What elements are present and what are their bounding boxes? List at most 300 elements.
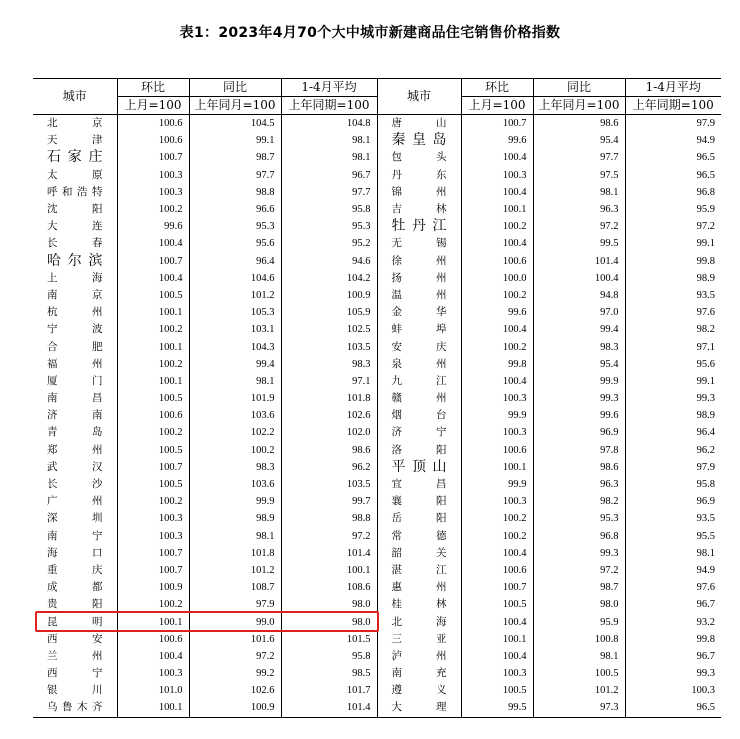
city-name: 牡丹江 (377, 218, 461, 235)
yoy-value: 98.2 (533, 493, 625, 510)
mom-value: 100.2 (461, 528, 533, 545)
city-name: 沈阳 (47, 203, 103, 216)
yoy-value: 100.4 (533, 270, 625, 287)
avg-value: 95.6 (625, 356, 721, 373)
avg-value: 97.6 (625, 579, 721, 596)
yoy-value: 98.9 (189, 510, 281, 527)
table-row (33, 184, 721, 201)
city-name: 金华 (377, 304, 461, 321)
avg-value: 95.8 (281, 648, 377, 665)
city-name: 福州 (47, 357, 103, 370)
avg-value: 108.6 (281, 579, 377, 596)
avg-value: 96.9 (625, 493, 721, 510)
mom-value: 100.7 (117, 459, 189, 476)
mom-value: 100.4 (117, 270, 189, 287)
table-row (33, 459, 721, 476)
yoy-header: 同比 (533, 79, 625, 97)
mom-value: 99.6 (461, 304, 533, 321)
avg-value: 98.1 (625, 545, 721, 562)
city-name: 哈尔滨 (47, 252, 103, 269)
yoy-value: 99.1 (189, 132, 281, 149)
city-name: 重庆 (47, 563, 103, 576)
mom-value: 100.4 (461, 648, 533, 665)
table-row (33, 270, 721, 287)
mom-value: 100.7 (461, 579, 533, 596)
mom-value: 100.1 (117, 373, 189, 390)
avg-value: 99.7 (281, 493, 377, 510)
yoy-value: 96.9 (533, 424, 625, 441)
mom-value: 100.7 (117, 253, 189, 270)
table-row (33, 682, 721, 699)
table-row (33, 373, 721, 390)
yoy-value: 98.6 (533, 459, 625, 476)
avg-value: 102.0 (281, 424, 377, 441)
table-row (33, 648, 721, 665)
mom-value: 100.3 (117, 184, 189, 201)
mom-value: 100.2 (117, 596, 189, 613)
mom-value: 100.7 (117, 545, 189, 562)
yoy-value: 94.8 (533, 287, 625, 304)
avg-value: 96.7 (281, 167, 377, 184)
table-title: 表1：2023年4月70个大中城市新建商品住宅销售价格指数 (179, 25, 561, 41)
mom-value: 100.4 (461, 184, 533, 201)
avg-value: 95.5 (625, 528, 721, 545)
city-name: 无锡 (377, 235, 461, 252)
avg-value: 98.6 (281, 442, 377, 459)
table-row (33, 699, 721, 717)
city-name: 桂林 (377, 596, 461, 613)
mom-value: 100.1 (117, 699, 189, 717)
yoy-value: 96.3 (533, 201, 625, 218)
mom-value: 100.3 (117, 167, 189, 184)
mom-value: 100.4 (461, 149, 533, 166)
mom-value: 100.1 (117, 613, 189, 630)
city-name: 岳阳 (377, 510, 461, 527)
yoy-value: 100.2 (189, 442, 281, 459)
yoy-value: 100.8 (533, 631, 625, 648)
yoy-value: 98.7 (533, 579, 625, 596)
avg-value: 103.5 (281, 476, 377, 493)
city-name: 三亚 (377, 631, 461, 648)
city-name: 韶关 (377, 545, 461, 562)
yoy-value: 98.1 (533, 184, 625, 201)
mom-value: 100.4 (117, 648, 189, 665)
avg-value: 104.2 (281, 270, 377, 287)
city-name: 九江 (377, 373, 461, 390)
mom-value: 100.4 (461, 321, 533, 338)
city-name: 泉州 (377, 356, 461, 373)
city-name: 南充 (377, 665, 461, 682)
yoy-value: 101.4 (533, 253, 625, 270)
city-name: 北京 (47, 117, 103, 130)
city-name: 南京 (47, 288, 103, 301)
avg-value: 98.5 (281, 665, 377, 682)
city-name: 常德 (377, 528, 461, 545)
city-name: 泸州 (377, 648, 461, 665)
table-row (33, 115, 721, 133)
table-row (33, 442, 721, 459)
table-row (33, 253, 721, 270)
mom-header: 环比 (117, 79, 189, 97)
table-row (33, 562, 721, 579)
avg-value: 96.5 (625, 149, 721, 166)
city-name: 平顶山 (377, 459, 461, 476)
avg-value: 102.5 (281, 321, 377, 338)
yoy-value: 97.2 (533, 562, 625, 579)
mom-value: 100.7 (117, 149, 189, 166)
city-name: 襄阳 (377, 493, 461, 510)
yoy-value: 97.2 (189, 648, 281, 665)
yoy-value: 97.7 (533, 149, 625, 166)
mom-value: 100.4 (461, 373, 533, 390)
mom-value: 100.7 (117, 562, 189, 579)
avg-value: 96.5 (625, 167, 721, 184)
yoy-value: 98.7 (189, 149, 281, 166)
avg-value: 99.3 (625, 665, 721, 682)
avg-value: 95.8 (625, 476, 721, 493)
mom-value: 100.1 (117, 304, 189, 321)
yoy-value: 100.9 (189, 699, 281, 717)
avg-value: 93.2 (625, 613, 721, 630)
yoy-value: 101.8 (189, 545, 281, 562)
yoy-base-header: 上年同月=100 (189, 97, 281, 115)
mom-value: 100.6 (117, 132, 189, 149)
city-name: 洛阳 (377, 442, 461, 459)
mom-base-header: 上月=100 (461, 97, 533, 115)
city-name: 广州 (47, 495, 103, 508)
city-name: 湛江 (377, 562, 461, 579)
yoy-value: 99.3 (533, 390, 625, 407)
city-name: 太原 (47, 168, 103, 181)
city-name: 大理 (377, 699, 461, 717)
mom-value: 100.3 (117, 665, 189, 682)
city-name: 吉林 (377, 201, 461, 218)
city-name: 赣州 (377, 390, 461, 407)
city-name: 杭州 (47, 306, 103, 319)
yoy-value: 96.4 (189, 253, 281, 270)
table-row (33, 613, 721, 630)
avg-value: 97.7 (281, 184, 377, 201)
avg-header: 1-4月平均 (281, 79, 377, 97)
avg-header: 1-4月平均 (625, 79, 721, 97)
avg-value: 94.9 (625, 562, 721, 579)
yoy-value: 100.5 (533, 665, 625, 682)
avg-value: 98.8 (281, 510, 377, 527)
avg-value: 96.4 (625, 424, 721, 441)
mom-value: 100.1 (461, 201, 533, 218)
city-name: 徐州 (377, 253, 461, 270)
table-row (33, 356, 721, 373)
mom-value: 100.4 (461, 545, 533, 562)
avg-value: 96.8 (625, 184, 721, 201)
mom-value: 100.2 (117, 424, 189, 441)
yoy-value: 98.3 (189, 459, 281, 476)
yoy-value: 101.2 (533, 682, 625, 699)
mom-value: 100.5 (461, 596, 533, 613)
yoy-value: 104.3 (189, 338, 281, 355)
table-row (33, 528, 721, 545)
price-index-table (33, 78, 721, 718)
avg-value: 101.7 (281, 682, 377, 699)
city-name: 西宁 (47, 667, 103, 680)
mom-value: 100.3 (117, 528, 189, 545)
mom-value: 99.5 (461, 699, 533, 717)
city-name: 秦皇岛 (377, 132, 461, 149)
table-row (33, 596, 721, 613)
table-row (33, 167, 721, 184)
city-name: 包头 (377, 149, 461, 166)
city-name: 郑州 (47, 443, 103, 456)
city-name: 长春 (47, 237, 103, 250)
avg-base-header: 上年同期=100 (281, 97, 377, 115)
avg-value: 99.3 (625, 390, 721, 407)
avg-value: 95.9 (625, 201, 721, 218)
yoy-value: 97.9 (189, 596, 281, 613)
yoy-value: 95.9 (533, 613, 625, 630)
mom-value: 100.1 (461, 459, 533, 476)
table-row (33, 493, 721, 510)
mom-value: 100.6 (461, 442, 533, 459)
city-name: 南昌 (47, 392, 103, 405)
avg-value: 98.1 (281, 132, 377, 149)
yoy-value: 101.9 (189, 390, 281, 407)
avg-value: 98.3 (281, 356, 377, 373)
yoy-value: 99.4 (533, 321, 625, 338)
yoy-value: 99.5 (533, 235, 625, 252)
city-name: 武汉 (47, 460, 103, 473)
yoy-value: 97.2 (533, 218, 625, 235)
mom-value: 100.6 (461, 253, 533, 270)
avg-value: 97.9 (625, 459, 721, 476)
avg-value: 98.1 (281, 149, 377, 166)
city-name: 石家庄 (47, 149, 103, 166)
city-name: 济南 (47, 409, 103, 422)
yoy-value: 98.1 (533, 648, 625, 665)
mom-value: 100.4 (461, 235, 533, 252)
avg-value: 93.5 (625, 510, 721, 527)
avg-value: 96.7 (625, 596, 721, 613)
mom-value: 100.3 (461, 424, 533, 441)
avg-value: 102.6 (281, 407, 377, 424)
city-name: 安庆 (377, 338, 461, 355)
mom-value: 100.4 (117, 235, 189, 252)
city-name: 大连 (47, 220, 103, 233)
yoy-value: 99.4 (189, 356, 281, 373)
yoy-value: 99.6 (533, 407, 625, 424)
city-name: 银川 (47, 684, 103, 697)
avg-value: 94.9 (625, 132, 721, 149)
city-name: 锦州 (377, 184, 461, 201)
avg-value: 98.2 (625, 321, 721, 338)
yoy-value: 108.7 (189, 579, 281, 596)
yoy-value: 95.4 (533, 356, 625, 373)
avg-base-header: 上年同期=100 (625, 97, 721, 115)
city-name: 兰州 (47, 649, 103, 662)
mom-base-header: 上月=100 (117, 97, 189, 115)
city-name: 贵阳 (47, 598, 103, 611)
city-name: 丹东 (377, 167, 461, 184)
mom-value: 100.5 (117, 476, 189, 493)
city-name: 成都 (47, 581, 103, 594)
yoy-value: 97.0 (533, 304, 625, 321)
city-name: 昆明 (47, 615, 103, 628)
mom-value: 100.5 (117, 287, 189, 304)
mom-value: 99.6 (117, 218, 189, 235)
table-row (33, 579, 721, 596)
yoy-value: 103.6 (189, 407, 281, 424)
city-name: 宜昌 (377, 476, 461, 493)
city-name: 北海 (377, 613, 461, 630)
avg-value: 98.0 (281, 613, 377, 630)
avg-value: 101.4 (281, 545, 377, 562)
yoy-value: 96.3 (533, 476, 625, 493)
yoy-value: 99.2 (189, 665, 281, 682)
yoy-value: 98.6 (533, 115, 625, 133)
avg-value: 97.9 (625, 115, 721, 133)
city-name: 惠州 (377, 579, 461, 596)
mom-value: 100.3 (461, 390, 533, 407)
mom-value: 101.0 (117, 682, 189, 699)
mom-value: 100.3 (461, 493, 533, 510)
mom-value: 100.3 (117, 510, 189, 527)
city-name: 长沙 (47, 478, 103, 491)
avg-value: 93.5 (625, 287, 721, 304)
yoy-value: 99.9 (189, 493, 281, 510)
yoy-value: 101.2 (189, 287, 281, 304)
yoy-value: 97.8 (533, 442, 625, 459)
city-name: 乌鲁木齐 (33, 699, 117, 717)
city-name: 西安 (47, 632, 103, 645)
avg-value: 97.1 (281, 373, 377, 390)
yoy-value: 97.7 (189, 167, 281, 184)
mom-value: 100.0 (461, 270, 533, 287)
yoy-value: 99.9 (533, 373, 625, 390)
yoy-value: 98.1 (189, 373, 281, 390)
avg-value: 97.1 (625, 338, 721, 355)
avg-value: 97.2 (281, 528, 377, 545)
avg-value: 96.5 (625, 699, 721, 717)
city-name: 温州 (377, 287, 461, 304)
avg-value: 105.9 (281, 304, 377, 321)
yoy-value: 99.3 (533, 545, 625, 562)
yoy-base-header: 上年同月=100 (533, 97, 625, 115)
mom-value: 100.2 (461, 287, 533, 304)
avg-value: 96.2 (625, 442, 721, 459)
table-row (33, 665, 721, 682)
city-name: 遵义 (377, 682, 461, 699)
table-row (33, 390, 721, 407)
table-row (33, 510, 721, 527)
avg-value: 97.6 (625, 304, 721, 321)
city-name: 蚌埠 (377, 321, 461, 338)
mom-value: 99.9 (461, 407, 533, 424)
city-name: 唐山 (377, 115, 461, 133)
table-row (33, 545, 721, 562)
avg-value: 98.9 (625, 407, 721, 424)
mom-value: 100.5 (117, 442, 189, 459)
yoy-value: 102.6 (189, 682, 281, 699)
city-name: 济宁 (377, 424, 461, 441)
mom-value: 100.2 (117, 321, 189, 338)
avg-value: 100.9 (281, 287, 377, 304)
city-name: 厦门 (47, 374, 103, 387)
table-row (33, 287, 721, 304)
yoy-value: 95.4 (533, 132, 625, 149)
table-row (33, 132, 721, 149)
city-header: 城市 (33, 79, 117, 115)
avg-value: 103.5 (281, 338, 377, 355)
avg-value: 97.2 (625, 218, 721, 235)
mom-value: 100.2 (461, 218, 533, 235)
table-row (33, 476, 721, 493)
mom-value: 100.2 (461, 510, 533, 527)
avg-value: 98.0 (281, 596, 377, 613)
mom-value: 100.6 (117, 115, 189, 133)
avg-value: 100.1 (281, 562, 377, 579)
avg-value: 99.1 (625, 373, 721, 390)
yoy-value: 101.2 (189, 562, 281, 579)
yoy-value: 98.3 (533, 338, 625, 355)
mom-value: 100.7 (461, 115, 533, 133)
city-name: 南宁 (47, 529, 103, 542)
yoy-value: 102.2 (189, 424, 281, 441)
city-name: 扬州 (377, 270, 461, 287)
avg-value: 99.1 (625, 235, 721, 252)
avg-value: 96.2 (281, 459, 377, 476)
avg-value: 95.3 (281, 218, 377, 235)
yoy-value: 95.3 (189, 218, 281, 235)
mom-value: 100.2 (117, 493, 189, 510)
table-row (33, 235, 721, 252)
table-row (33, 201, 721, 218)
city-name: 海口 (47, 546, 103, 559)
city-name: 呼和浩特 (47, 185, 103, 198)
mom-value: 99.8 (461, 356, 533, 373)
city-name: 合肥 (47, 340, 103, 353)
mom-value: 99.6 (461, 132, 533, 149)
city-name: 烟台 (377, 407, 461, 424)
mom-value: 99.9 (461, 476, 533, 493)
yoy-value: 105.3 (189, 304, 281, 321)
city-name: 天津 (47, 134, 103, 147)
mom-value: 100.2 (117, 201, 189, 218)
table-row (33, 631, 721, 648)
city-name: 深圳 (47, 512, 103, 525)
mom-value: 100.1 (461, 631, 533, 648)
yoy-value: 101.6 (189, 631, 281, 648)
avg-value: 95.2 (281, 235, 377, 252)
table-row (33, 424, 721, 441)
avg-value: 101.4 (281, 699, 377, 717)
avg-value: 99.8 (625, 631, 721, 648)
yoy-value: 98.0 (533, 596, 625, 613)
mom-value: 100.6 (117, 407, 189, 424)
mom-value: 100.9 (117, 579, 189, 596)
mom-value: 100.2 (461, 338, 533, 355)
city-header: 城市 (377, 79, 461, 115)
table-row (33, 338, 721, 355)
mom-value: 100.6 (461, 562, 533, 579)
yoy-value: 96.6 (189, 201, 281, 218)
yoy-value: 104.6 (189, 270, 281, 287)
mom-value: 100.4 (461, 613, 533, 630)
yoy-value: 95.3 (533, 510, 625, 527)
yoy-value: 104.5 (189, 115, 281, 133)
avg-value: 94.6 (281, 253, 377, 270)
yoy-value: 103.1 (189, 321, 281, 338)
table-row (33, 304, 721, 321)
table-row (33, 407, 721, 424)
